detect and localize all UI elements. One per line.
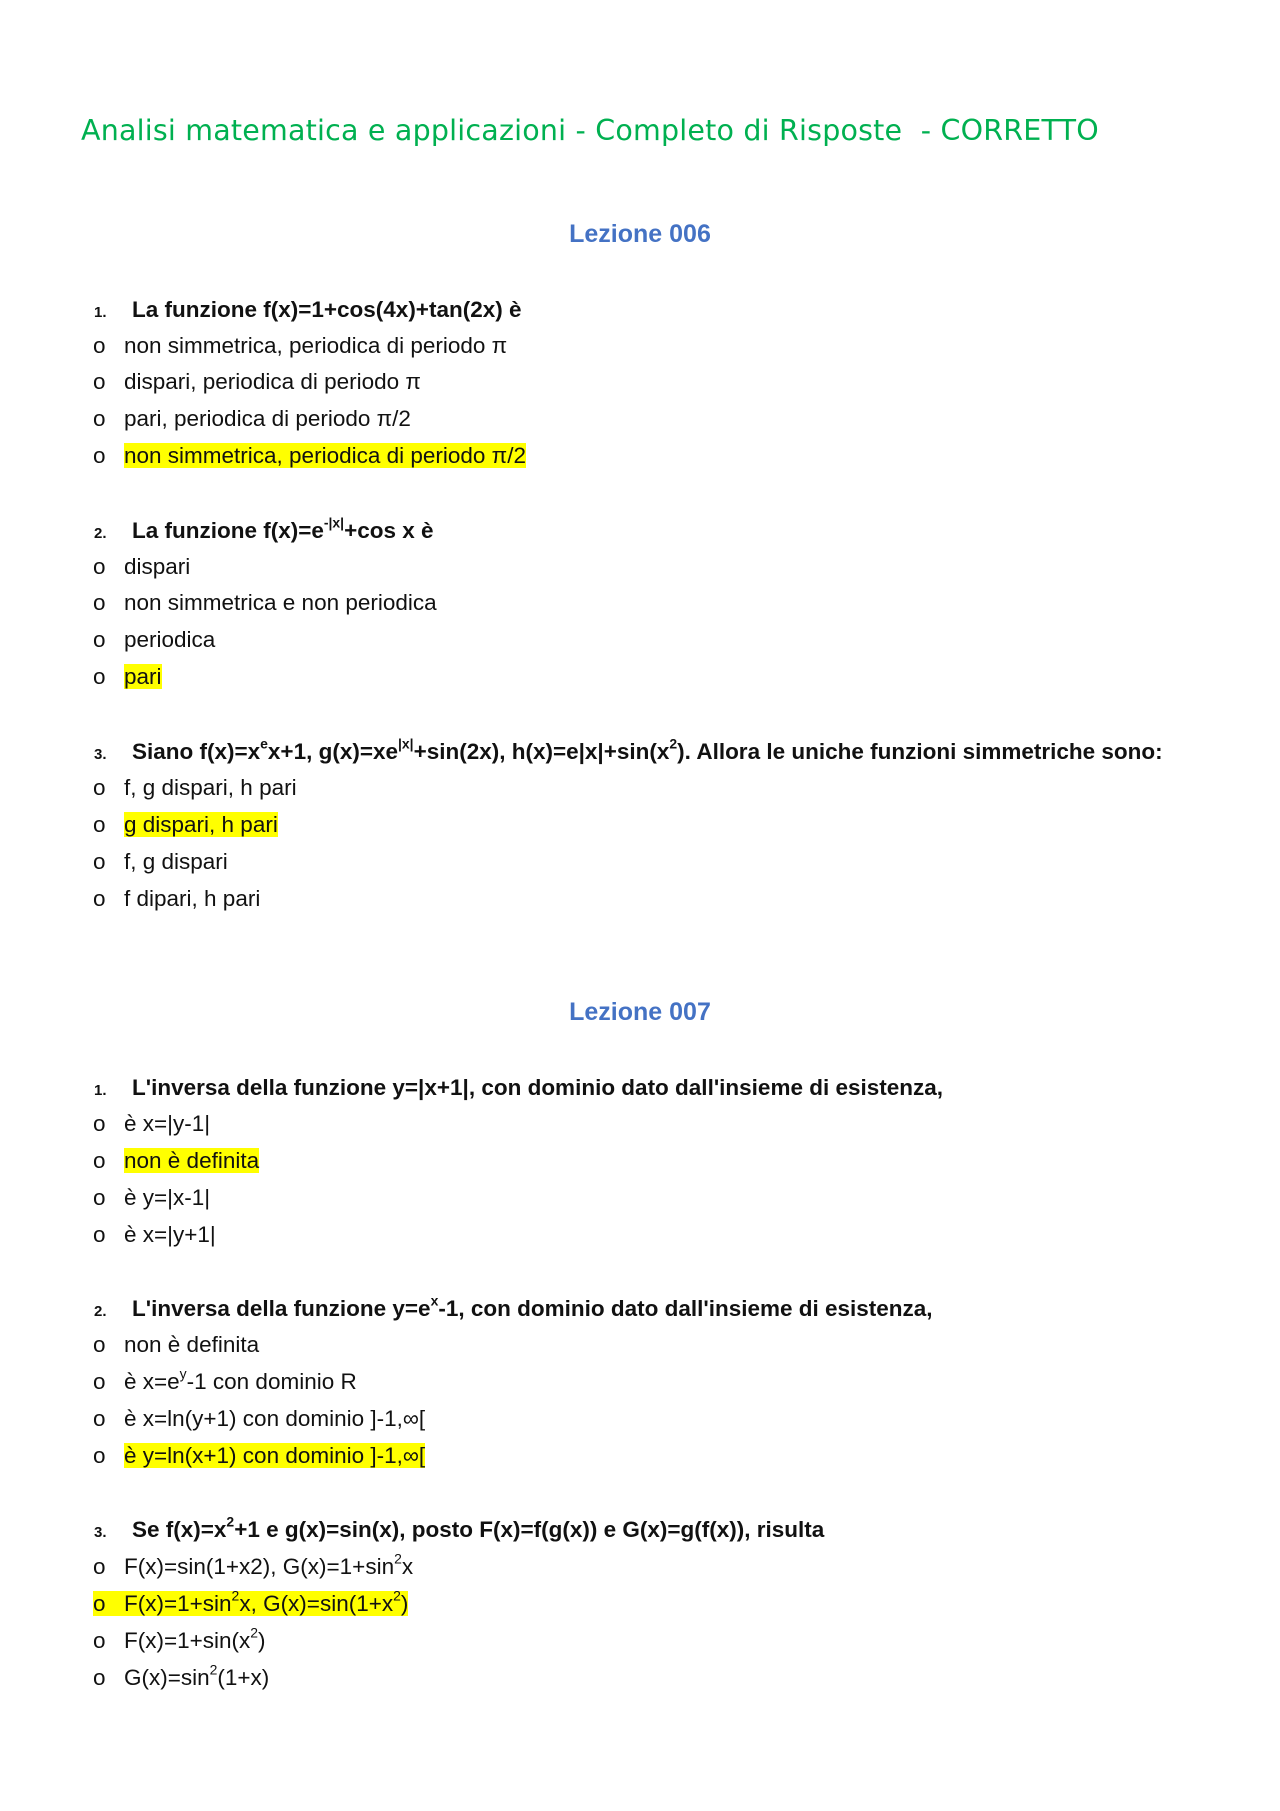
- option-text-highlighted: g dispari, h pari: [124, 812, 278, 837]
- answer-option-correct: [93, 1148, 259, 1174]
- answer-option: [93, 886, 260, 912]
- option-text-highlighted: o $F(x)=1+\sin^2x$, $G(x)=\sin(1+x^2)$: [93, 1587, 409, 1616]
- bullet-icon: o: [93, 406, 106, 431]
- option-text: pari, periodica di periodo π/2: [124, 406, 411, 431]
- question-text: Siano $f(x)=x^ex+1$, $g(x)=xe^{|x|}+\sin(2x)$, $h(x)=e|x|+\sin(x^2)$. Allora le uniche funzioni simmetriche sono:: [132, 735, 1163, 764]
- bullet-icon: o: [93, 1369, 106, 1394]
- option-text: f, g dispari, h pari: [124, 775, 297, 800]
- answer-option-correct: [93, 443, 526, 469]
- answer-option: [93, 849, 228, 875]
- bullet-icon: o: [93, 775, 106, 800]
- answer-option: [93, 1550, 414, 1580]
- bullet-icon: o: [93, 333, 106, 358]
- answer-option: [93, 1406, 425, 1432]
- option-text: non simmetrica, periodica di periodo π: [124, 333, 508, 358]
- option-text-highlighted: non simmetrica, periodica di periodo π/2: [124, 443, 526, 468]
- question-title: [94, 514, 434, 544]
- answer-option: [93, 1365, 357, 1395]
- bullet-icon: o: [93, 590, 106, 615]
- question-title: [94, 1075, 943, 1101]
- question-text: La funzione $f(x)=e^{-|x|}+\cos$ x è: [132, 514, 434, 543]
- option-text: dispari: [124, 554, 191, 579]
- answer-option-correct: [93, 1443, 425, 1469]
- question-number: 3.: [94, 746, 107, 763]
- bullet-icon: o: [93, 1148, 106, 1173]
- option-text: non è definita: [124, 1332, 260, 1357]
- question-title: [94, 1513, 825, 1543]
- bullet-icon: o: [93, 1591, 106, 1616]
- answer-option: [93, 1185, 210, 1211]
- bullet-icon: o: [93, 849, 106, 874]
- option-text-highlighted: non è definita: [124, 1148, 260, 1173]
- bullet-icon: o: [93, 627, 106, 652]
- answer-option: [93, 369, 421, 395]
- answer-option: [93, 1222, 216, 1248]
- question-text: Se $f(x)=x^2+1$ e g(x)=sin(x), posto F(x)=f(g(x)) e G(x)=g(f(x)), risulta: [132, 1513, 825, 1542]
- question-title: [94, 735, 1163, 765]
- lesson-title-007: Lezione 007: [569, 998, 711, 1026]
- answer-option: [93, 1332, 259, 1358]
- bullet-icon: o: [93, 1406, 106, 1431]
- bullet-icon: o: [93, 1332, 106, 1357]
- question-text: La funzione f(x)=1+cos(4x)+tan(2x) è: [132, 297, 522, 322]
- bullet-icon: o: [93, 812, 106, 837]
- option-text: f dipari, h pari: [124, 886, 261, 911]
- bullet-icon: o: [93, 443, 106, 468]
- answer-option-correct: [93, 1587, 409, 1617]
- bullet-icon: o: [93, 369, 106, 394]
- lesson-title-006: Lezione 006: [569, 220, 711, 248]
- question-number: 2.: [94, 525, 107, 542]
- answer-option: [93, 1624, 266, 1654]
- answer-option: [93, 590, 437, 616]
- document-title: Analisi matematica e applicazioni - Completo di Risposte - CORRETTO: [81, 114, 1099, 147]
- answer-option-correct: [93, 664, 162, 690]
- option-text: non simmetrica e non periodica: [124, 590, 437, 615]
- bullet-icon: o: [93, 664, 106, 689]
- bullet-icon: o: [93, 554, 106, 579]
- option-text: F(x)=sin(1+x2), $G(x)=1+\sin^2x$: [124, 1550, 414, 1579]
- question-title: [94, 297, 521, 323]
- answer-option: [93, 775, 297, 801]
- option-text-highlighted: pari: [124, 664, 162, 689]
- bullet-icon: o: [93, 1554, 106, 1579]
- option-text: $G(x)=\sin^2(1+x)$: [124, 1661, 270, 1690]
- answer-option: [93, 406, 411, 432]
- option-text: è $x=e^y-1$ con dominio R: [124, 1365, 357, 1394]
- option-text: $F(x)=1+\sin(x^2)$: [124, 1624, 266, 1653]
- question-number: 2.: [94, 1303, 107, 1320]
- answer-option: [93, 554, 190, 580]
- bullet-icon: o: [93, 1665, 106, 1690]
- option-text: periodica: [124, 627, 216, 652]
- option-text: è x=|y-1|: [124, 1111, 211, 1136]
- option-text-highlighted: è y=ln(x+1) con dominio ]-1,∞[: [124, 1443, 426, 1468]
- bullet-icon: o: [93, 886, 106, 911]
- question-number: 1.: [94, 304, 107, 321]
- answer-option: [93, 333, 507, 359]
- answer-option: [93, 1661, 270, 1691]
- bullet-icon: o: [93, 1111, 106, 1136]
- answer-option-correct: [93, 812, 278, 838]
- question-text: L'inversa della funzione y=|x+1|, con dominio dato dall'insieme di esistenza,: [132, 1075, 944, 1100]
- option-text: dispari, periodica di periodo π: [124, 369, 421, 394]
- option-text: è y=|x-1|: [124, 1185, 211, 1210]
- bullet-icon: o: [93, 1628, 106, 1653]
- question-text: L'inversa della funzione $y=e^x-1$, con dominio dato dall'insieme di esistenza,: [132, 1292, 933, 1321]
- option-text: f, g dispari: [124, 849, 228, 874]
- bullet-icon: o: [93, 1222, 106, 1247]
- question-number: 3.: [94, 1524, 107, 1541]
- bullet-icon: o: [93, 1443, 106, 1468]
- answer-option: [93, 627, 215, 653]
- option-text: è x=ln(y+1) con dominio ]-1,∞[: [124, 1406, 426, 1431]
- option-text: è x=|y+1|: [124, 1222, 216, 1247]
- question-number: 1.: [94, 1082, 107, 1099]
- answer-option: [93, 1111, 210, 1137]
- bullet-icon: o: [93, 1185, 106, 1210]
- question-title: [94, 1292, 933, 1322]
